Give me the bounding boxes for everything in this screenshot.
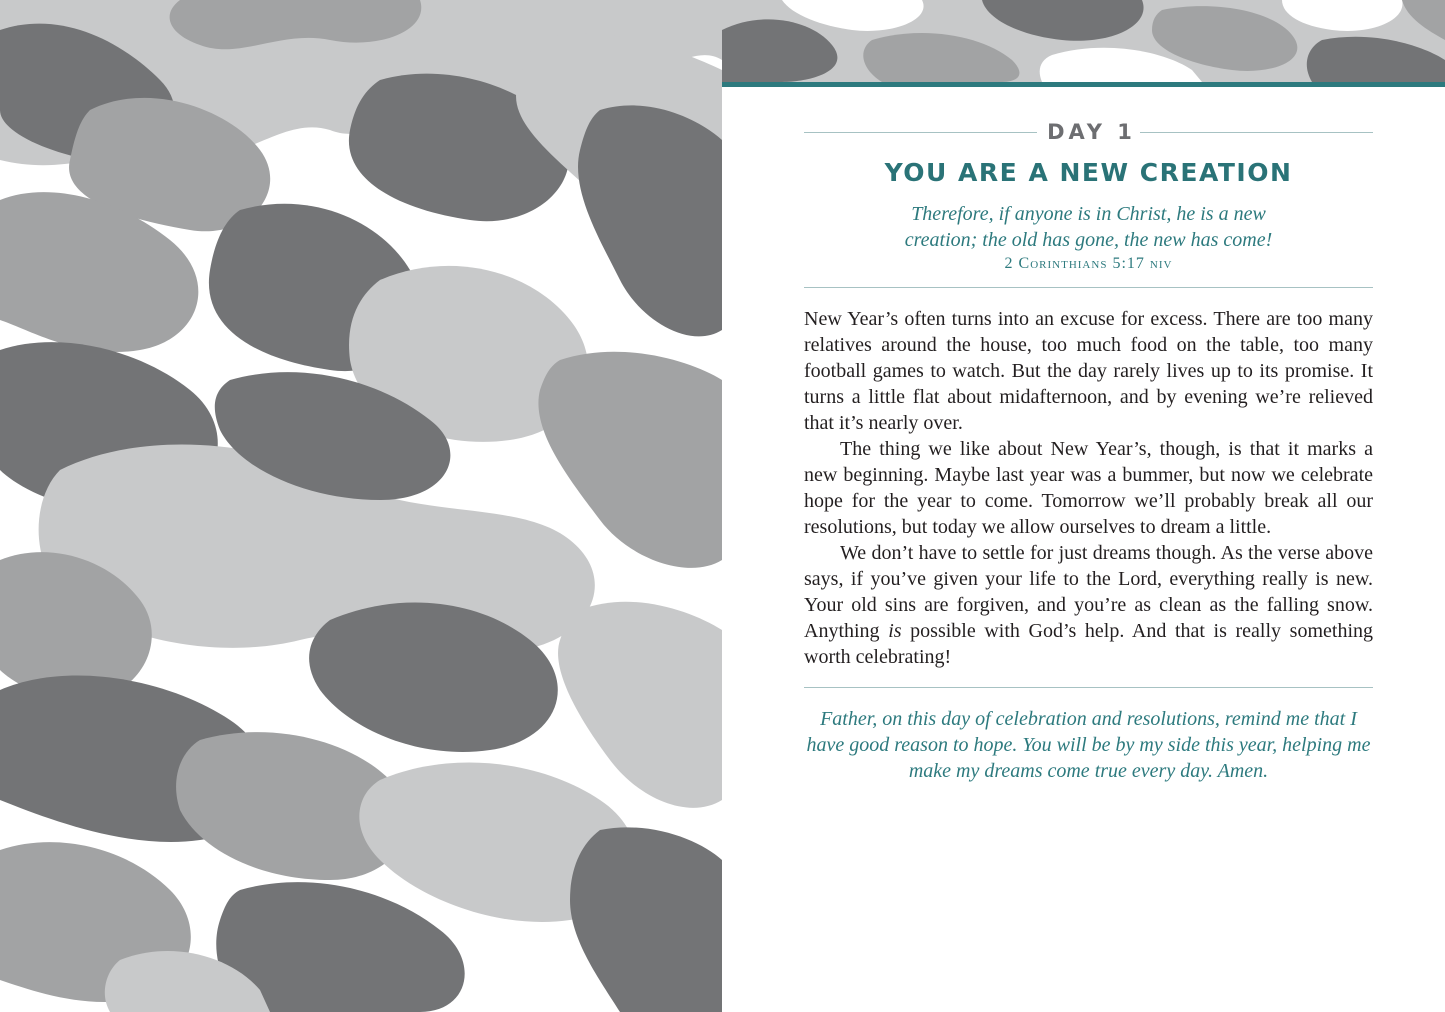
scripture-verse: Therefore, if anyone is in Christ, he is a new creation; the old has gone, the new has come! [904, 203, 1273, 251]
emphasis-text: is [888, 620, 902, 642]
day-rule-right [1140, 132, 1373, 133]
devotional-title: YOU ARE A NEW CREATION [884, 158, 1293, 187]
body-paragraph [804, 540, 1373, 670]
camouflage-header-band [722, 0, 1445, 82]
camouflage-pattern-page [0, 0, 722, 1012]
devotional-page [722, 0, 1445, 1012]
section-divider [804, 687, 1373, 688]
camouflage-band-graphic [722, 0, 1445, 82]
devotional-body [804, 306, 1373, 670]
section-divider [804, 287, 1373, 288]
day-heading [804, 110, 1373, 154]
day-rule-left [804, 132, 1037, 133]
closing-prayer: Father, on this day of celebration and resolutions, remind me that I have good reason to hope. You will be by my side this year, helping me make my dreams come true every day. Amen. [806, 708, 1371, 782]
body-paragraph: New Year’s often turns into an excuse for excess. There are too many relatives around the house, too much food on the table, too many football games to watch. But the day rarely lives up to its promise. It turns a little flat about midafternoon, and by evening we’re relieved that it’s nearly over. [804, 308, 1373, 434]
scripture-reference: 2 Corinthians 5:17 niv [1004, 255, 1173, 272]
body-paragraph: The thing we like about New Year’s, though, is that it marks a new beginning. Maybe last year was a bummer, but now we celebrate hope for the year to come. Tomorrow we’ll probably break all our resolutions, but today we allow ourselves to dream a little. [804, 438, 1373, 538]
day-label: DAY 1 [1047, 120, 1136, 144]
body-text: possible with God’s help. And that is really something worth celebrating! [804, 620, 1373, 668]
devotional-content [804, 110, 1373, 784]
header-accent-rule [722, 82, 1445, 87]
body-text: We don’t have to settle for just dreams though. As the verse above says, if you’ve given your life to the Lord, everything really is new. Your old sins are forgiven, and you’re as clean as the falling snow. Anything [804, 542, 1373, 642]
camouflage-pattern-graphic [0, 0, 722, 1012]
